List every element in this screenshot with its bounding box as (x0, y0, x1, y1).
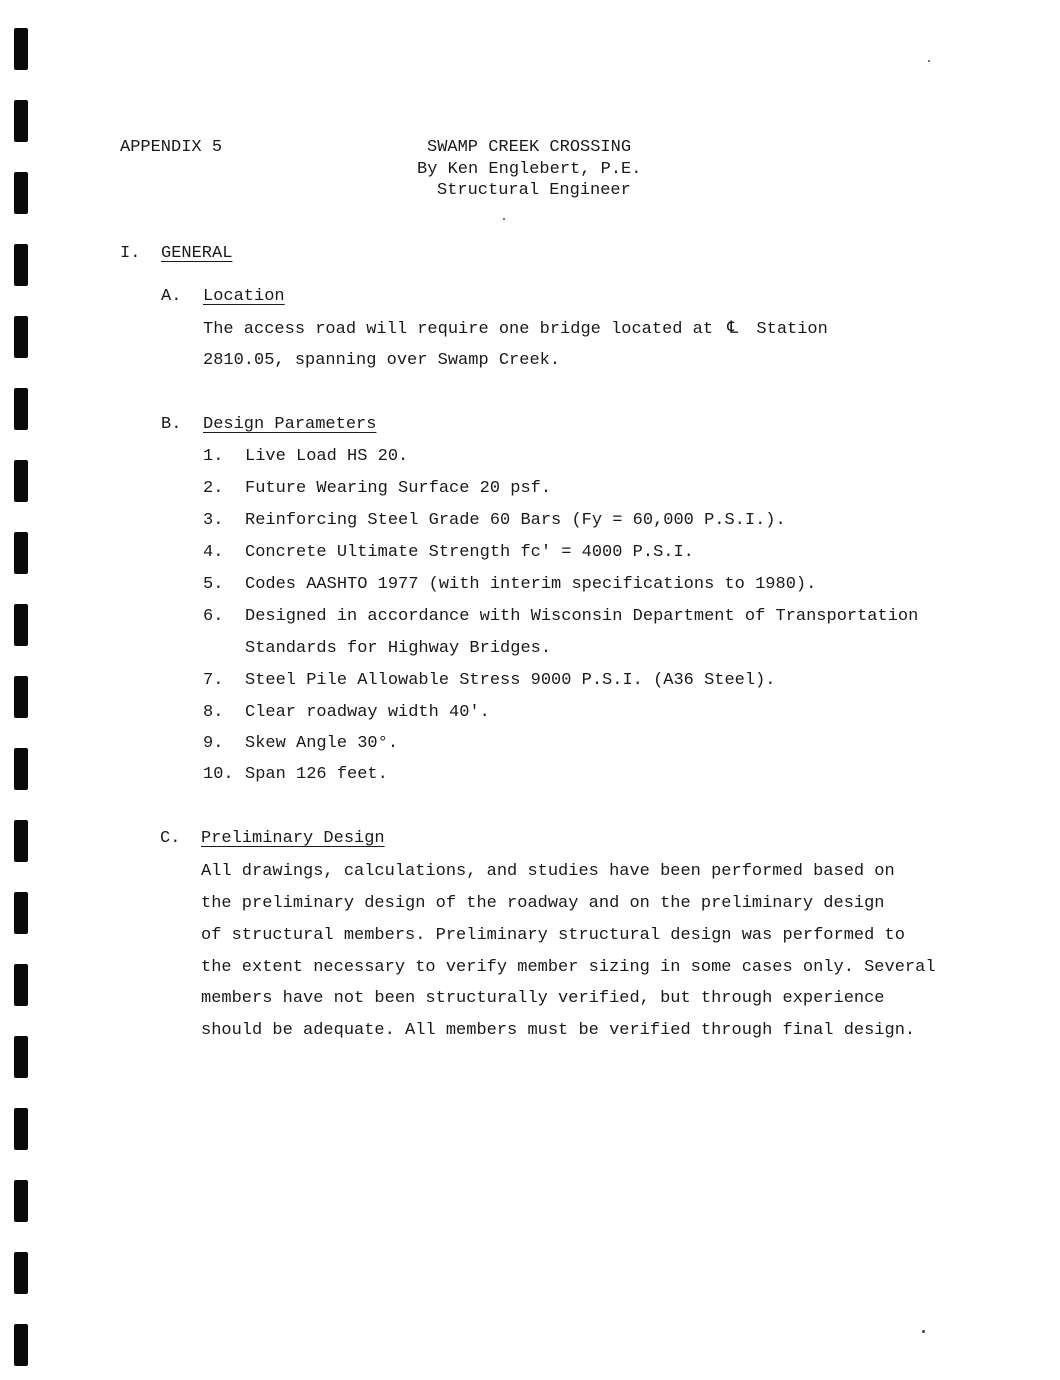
parameter-text: Designed in accordance with Wisconsin Department of Transportation (245, 607, 919, 626)
parameter-text: Skew Angle 30°. (245, 734, 399, 753)
parameter-number: 10. (203, 765, 234, 784)
binding-mark (14, 244, 28, 286)
location-letter: A. (161, 287, 182, 306)
binding-mark (14, 820, 28, 862)
location-text-part: Station (756, 320, 828, 339)
binding-mark (14, 964, 28, 1006)
binding-mark (14, 604, 28, 646)
location-text: 2810.05, spanning over Swamp Creek. (203, 351, 561, 370)
role-line: Structural Engineer (437, 181, 631, 200)
preliminary-letter: C. (160, 829, 181, 848)
document-title: SWAMP CREEK CROSSING (427, 138, 632, 157)
binding-mark (14, 748, 28, 790)
location-text-part: The access road will require one bridge located at (203, 320, 714, 339)
centerline-symbol: ℄ (727, 320, 739, 339)
parameter-number: 4. (203, 543, 224, 562)
author-line: By Ken Englebert, P.E. (417, 160, 642, 179)
binding-mark (14, 676, 28, 718)
parameter-text: Span 126 feet. (245, 765, 388, 784)
preliminary-heading: Preliminary Design (201, 829, 385, 848)
binding-mark (14, 316, 28, 358)
location-text (203, 321, 828, 338)
scan-speck (922, 1330, 925, 1333)
binding-mark (14, 892, 28, 934)
preliminary-text: should be adequate. All members must be verified through final design. (201, 1021, 916, 1040)
parameter-text: Clear roadway width 40'. (245, 703, 490, 722)
appendix-label: APPENDIX 5 (120, 138, 223, 157)
binding-mark (14, 100, 28, 142)
parameter-number: 9. (203, 734, 224, 753)
preliminary-text: the preliminary design of the roadway and on the preliminary design (201, 894, 885, 913)
parameter-text: Codes AASHTO 1977 (with interim specifications to 1980). (245, 575, 817, 594)
parameter-number: 6. (203, 607, 224, 626)
parameter-number: 7. (203, 671, 224, 690)
section-numeral: I. (120, 244, 141, 263)
binding-mark (14, 28, 28, 70)
preliminary-text: the extent necessary to verify member sizing in some cases only. Several (201, 958, 936, 977)
parameter-text: Concrete Ultimate Strength fc' = 4000 P.S.I. (245, 543, 694, 562)
binding-mark (14, 172, 28, 214)
binding-mark (14, 460, 28, 502)
parameter-text: Reinforcing Steel Grade 60 Bars (Fy = 60,000 P.S.I.). (245, 511, 786, 530)
binding-mark (14, 1324, 28, 1366)
parameter-number: 1. (203, 447, 224, 466)
design-heading: Design Parameters (203, 415, 377, 434)
preliminary-text: All drawings, calculations, and studies have been performed based on (201, 862, 895, 881)
parameter-number: 2. (203, 479, 224, 498)
parameter-text: Live Load HS 20. (245, 447, 409, 466)
preliminary-text: members have not been structurally verified, but through experience (201, 989, 885, 1008)
parameter-text: Steel Pile Allowable Stress 9000 P.S.I. (A36 Steel). (245, 671, 776, 690)
design-letter: B. (161, 415, 182, 434)
binding-mark (14, 1108, 28, 1150)
preliminary-text: of structural members. Preliminary structural design was performed to (201, 926, 905, 945)
location-heading: Location (203, 287, 285, 306)
parameter-number: 8. (203, 703, 224, 722)
parameter-text: Future Wearing Surface 20 psf. (245, 479, 552, 498)
scan-speck (928, 60, 930, 62)
section-heading: GENERAL (161, 244, 233, 263)
binding-mark (14, 388, 28, 430)
parameter-number: 5. (203, 575, 224, 594)
scan-speck (503, 218, 505, 220)
binding-mark (14, 1036, 28, 1078)
parameter-number: 3. (203, 511, 224, 530)
parameter-text-continued: Standards for Highway Bridges. (245, 639, 552, 658)
binding-mark (14, 532, 28, 574)
binding-mark (14, 1180, 28, 1222)
binding-mark (14, 1252, 28, 1294)
